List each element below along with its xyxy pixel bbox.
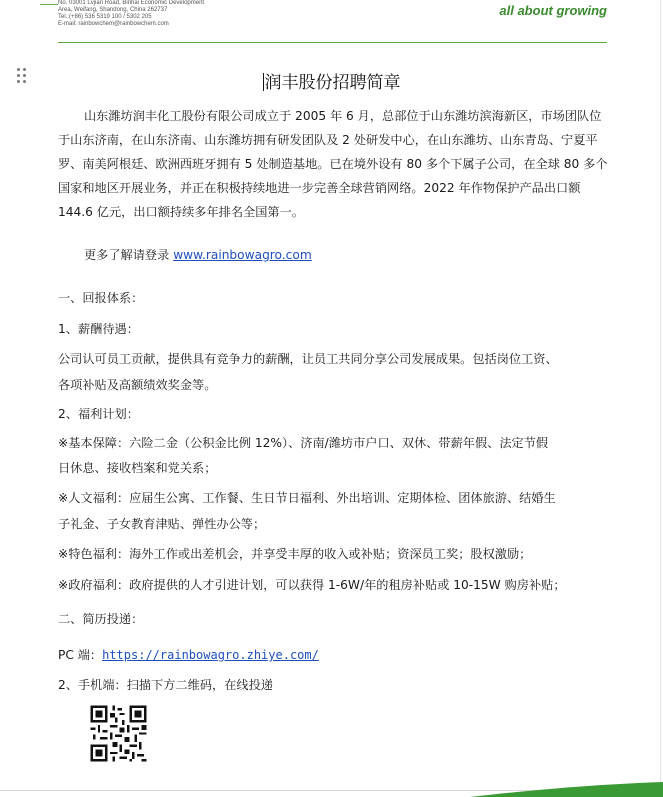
salary-heading: 1、薪酬待遇： — [58, 322, 139, 336]
basic-welfare-line-1: ※基本保障：六险二金（公积金比例 12%）、济南/潍坊市户口、双休、带薪年假、法定节假 — [58, 436, 549, 450]
more-info-prefix: 更多了解请登录 — [84, 248, 174, 262]
document-title-block[interactable] — [0, 68, 663, 93]
humanistic-welfare-line-1: ※人文福利：应届生公寓、工作餐、生日节日福利、外出培训、定期体检、团体旅游、结婚生 — [58, 491, 556, 505]
address-line-4: E-mail: rainbowchem@rainbowchem.com — [58, 21, 169, 27]
brand-slogan: all about growing — [499, 3, 607, 18]
website-link[interactable]: www.rainbowagro.com — [173, 248, 312, 262]
more-info-line — [58, 246, 618, 263]
welfare-heading: 2、福利计划： — [58, 407, 139, 421]
government-welfare-line: ※政府福利：政府提供的人才引进计划，可以获得 1-6W/年的租房补贴或 10-15W 购房补贴； — [58, 578, 566, 592]
salary-text-line-2: 各项补贴及高额绩效奖金等。 — [58, 378, 217, 392]
footer-swoosh — [470, 782, 663, 797]
address-line-1: No. 03001 Lvjian Road, Binhai Economic Development — [58, 0, 205, 6]
header-address — [58, 0, 518, 28]
document-title: 润丰股份招聘简章 — [264, 73, 401, 93]
humanistic-welfare-line-2: 子礼金、子女教育津贴、弹性办公等； — [58, 517, 266, 531]
rewards-heading: 一、回报体系： — [58, 291, 144, 305]
address-line-3: Tel.:(+86) 536 5319 100 / 5302 205 — [58, 14, 152, 20]
special-welfare-line: ※特色福利：海外工作或出差机会，并享受丰厚的收入或补贴；资深员工奖；股权激励； — [58, 547, 532, 561]
qr-code[interactable] — [88, 703, 149, 764]
address-line-2: Area, Weifang, Shandong, China 262737 — [58, 7, 168, 13]
basic-welfare-line-2: 日休息、接收档案和党关系； — [58, 461, 217, 475]
resume-heading: 二、简历投递： — [58, 612, 144, 626]
pc-prefix: PC 端： — [58, 648, 103, 662]
intro-paragraph[interactable]: 山东潍坊润丰化工股份有限公司成立于 2005 年 6 月，总部位于山东潍坊滨海新区，市场团队位于山东济南，在山东济南、山东潍坊拥有研发团队及 2 处研发中心，在山东潍坊、山东青岛、宁夏平罗、南美阿根廷、欧洲西班牙拥有 5 处制造基地。已在境外设有 80 多个下属子公司，在全球 80 多个国家和地区开展业务，并正在积极持续地进一步完善全球营销网络。2022 年作物保护产品出口额 144.6 亿元，出口额持续多年排名全国第一。 — [58, 109, 608, 219]
pc-submission-line — [58, 646, 618, 663]
page-edge — [660, 0, 661, 797]
header-divider — [58, 42, 607, 43]
mobile-submission-line: 2、手机端：扫描下方二维码，在线投递 — [58, 678, 273, 692]
salary-text-line-1: 公司认可员工贡献，提供具有竞争力的薪酬，让员工共同分享公司发展成果。包括岗位工资、 — [58, 352, 558, 366]
recruitment-site-link[interactable]: https://rainbowagro.zhiye.com/ — [102, 648, 319, 662]
header-accent-line — [40, 4, 58, 5]
text-cursor — [263, 73, 264, 91]
